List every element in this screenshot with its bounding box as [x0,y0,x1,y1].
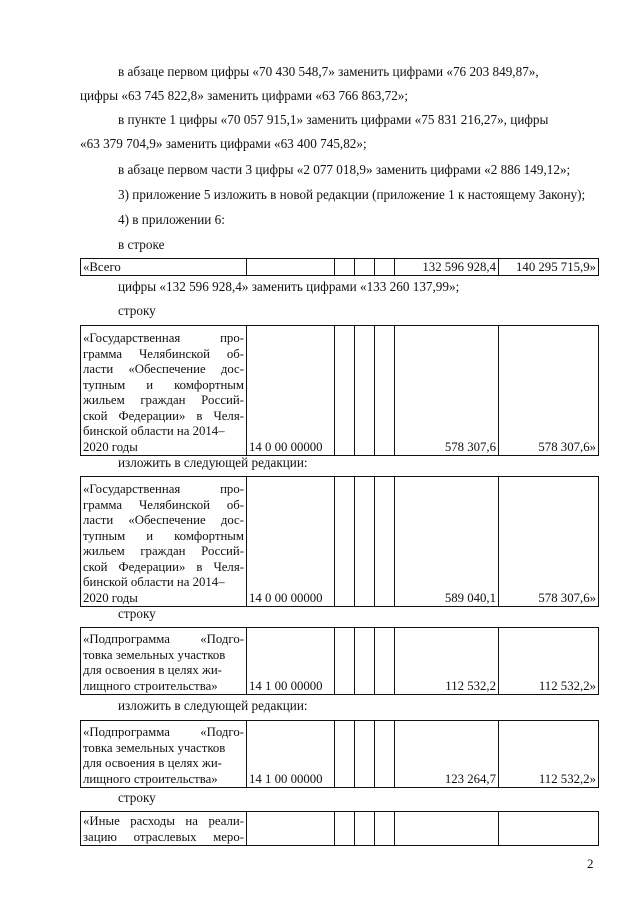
paragraph-12: строку [118,790,156,805]
table-cell-name [81,721,247,788]
paragraph-11: изложить в следующей редакции: [118,698,308,713]
name-line: 2020 годы [83,590,138,605]
table-cell-name [81,326,247,456]
name-line: бинской области на 2014– [83,424,225,438]
table-cell-value-2: 140 295 715,9» [499,259,599,276]
table-gp-new [80,476,599,607]
name-line: 2020 годы [83,439,138,454]
table-cell-value-1: 578 307,6 [395,326,499,456]
table-total [80,258,599,276]
table-cell-value-2: 112 532,2» [499,721,599,788]
paragraph-5: 4) в приложении 6: [118,212,225,227]
name-line: бинской области на 2014– [83,575,225,589]
page-number: 2 [587,856,594,871]
paragraph-3: в абзаце первом части 3 цифры «2 077 018,9» заменить цифрами «2 886 149,12»; [118,162,571,177]
paragraph-1b: цифры «63 745 822,8» заменить цифрами «63 766 863,72»; [80,88,409,103]
name-line: грамма Челябинской об- [83,497,244,512]
name-line: тупным и комфортным [83,377,244,392]
table-cell-name [81,477,247,607]
table-cell-value-1: 589 040,1 [395,477,499,607]
table-cell-code: 14 0 00 00000 [247,477,335,607]
paragraph-1a: в абзаце первом цифры «70 430 548,7» заменить цифрами «76 203 849,87», [118,64,539,79]
table-cell-value-1: 112 532,2 [395,628,499,695]
table-cell-value-1: 132 596 928,4 [395,259,499,276]
name-line: для освоения в целях жи- [83,756,222,770]
name-line: ской Федерации» в Челя- [83,559,244,574]
table-sp-old [80,627,599,695]
name-line: жильем граждан Россий- [83,393,244,407]
table-cell-value-2: 112 532,2» [499,628,599,695]
paragraph-2b: «63 379 704,9» заменить цифрами «63 400 745,82»; [80,136,367,151]
name-line: товка земельных участков [83,647,226,662]
name-line: «Подпрограмма «Подго- [83,725,244,739]
table-cell-value-2: 578 307,6» [499,326,599,456]
name-line: товка земельных участков [83,740,226,755]
table-cell-code: 14 1 00 00000 [247,721,335,788]
name-line: «Государственная про- [83,482,244,496]
paragraph-7: цифры «132 596 928,4» заменить цифрами «133 260 137,99»; [118,279,460,294]
paragraph-2a: в пункте 1 цифры «70 057 915,1» заменить цифрами «75 831 216,27», цифры [118,112,549,127]
table-cell-value-1: 123 264,7 [395,721,499,788]
table-cell-name [81,628,247,695]
name-line: тупным и комфортным [83,528,244,543]
paragraph-4: 3) приложение 5 изложить в новой редакции (приложение 1 к настоящему Закону); [118,187,586,202]
name-line: грамма Челябинской об- [83,346,244,361]
paragraph-9: изложить в следующей редакции: [118,455,308,470]
paragraph-10: строку [118,606,156,621]
table-gp-old [80,325,599,456]
name-line: зацию отраслевых меро- [83,829,244,844]
name-line: «Подпрограмма «Подго- [83,632,244,646]
name-line: для освоения в целях жи- [83,663,222,677]
name-line: лищного строительства» [83,678,218,693]
name-line: жильем граждан Россий- [83,544,244,558]
paragraph-6: в строке [118,237,165,252]
name-line: ласти «Обеспечение дос- [83,362,244,376]
table-other [80,811,599,846]
paragraph-8: строку [118,303,156,318]
table-cell-name [81,812,247,846]
table-cell-name: «Всего [81,259,247,276]
table-cell-code: 14 1 00 00000 [247,628,335,695]
table-cell-value-2: 578 307,6» [499,477,599,607]
table-cell-code: 14 0 00 00000 [247,326,335,456]
table-sp-new [80,720,599,788]
name-line: лищного строительства» [83,771,218,786]
name-line: «Государственная про- [83,331,244,345]
name-line: ласти «Обеспечение дос- [83,513,244,527]
name-line: «Иные расходы на реали- [83,814,244,828]
name-line: ской Федерации» в Челя- [83,408,244,423]
